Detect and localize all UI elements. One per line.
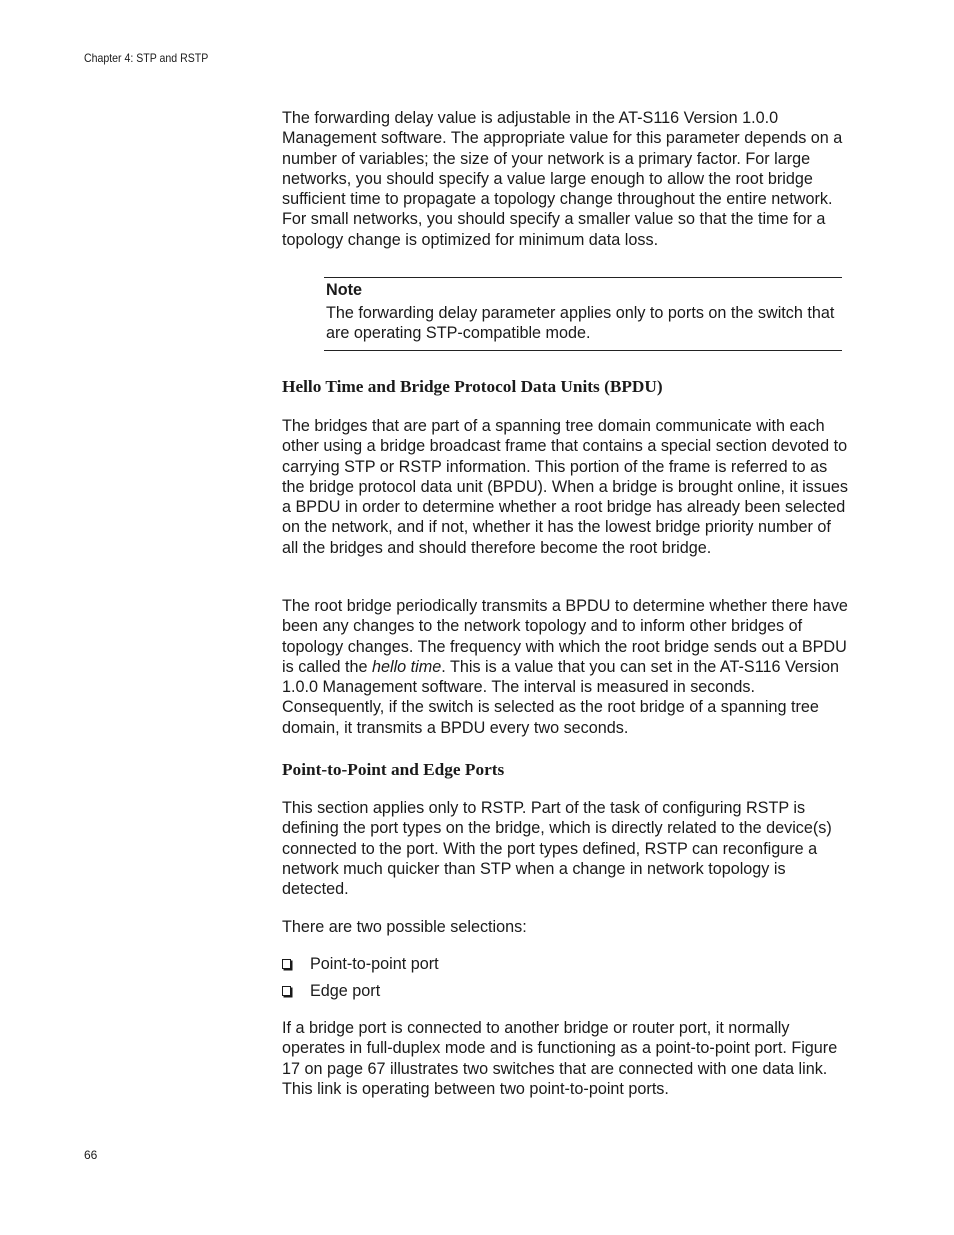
paragraph-hello-time [282,596,848,738]
checkbox-bullet-icon [282,959,291,969]
paragraph-bpdu-intro [282,416,848,558]
checkbox-bullet-icon [282,986,291,996]
section-heading-edge-ports: Point-to-Point and Edge Ports [282,760,505,779]
note-title: Note [326,281,362,299]
list-item-text: Edge port [310,982,381,1000]
term-hello-time: hello time [371,657,442,676]
paragraph-text: There are two possible selections: [282,918,527,936]
list-item-text: Point-to-point port [310,955,439,973]
note-body: The forwarding delay parameter applies only to ports on the switch that are operating STP-compatible mode. [326,304,835,343]
page-number: 66 [84,1148,98,1162]
paragraph-text: The forwarding delay value is adjustable in the AT-S116 Version 1.0.0 Management software. The appropriate value for this parameter depends on a number of variables; the size of your network is a primary factor. For large networks, you should specify a value large enough to allow the root bridge sufficient time to propagate a topology change throughout the entire network. For small networks, you should specify a smaller value so that the time for a topology change is optimized for minimum data loss. [282,109,843,249]
paragraph-rstp-ports [282,798,848,899]
paragraph-text: If a bridge port is connected to another bridge or router port, it normally operates in full-duplex mode and is functioning as a point-to-point port. Figure 17 on page 67 illustrates two switches that are connected with one data link. This link is operating between two point-to-point ports. [282,1019,838,1098]
paragraph-point-to-point [282,1018,848,1099]
section-heading-hello-time: Hello Time and Bridge Protocol Data Units (BPDU) [282,377,663,396]
paragraph-text: The bridges that are part of a spanning tree domain communicate with each other using a bridge broadcast frame that contains a special section devoted to carrying STP or RSTP information. This portion of the frame is referred to as the bridge protocol data unit (BPDU). When a bridge is brought online, it issues a BPDU in order to determine whether a root bridge has already been selected on the network, and if not, whether it has the lowest bridge priority number of all the bridges and should therefore become the root bridge. [282,417,848,557]
running-header: Chapter 4: STP and RSTP [84,51,209,65]
paragraph-forwarding-delay [282,108,848,250]
paragraph-text-start: The root bridge periodically transmits a BPDU to determine whether there have been any changes to the network topology and to inform other bridges of topology changes. The frequency with which the root bridge sends out a BPDU is called the [282,597,848,676]
note-box [324,277,842,351]
paragraph-text: This section applies only to RSTP. Part of the task of configuring RSTP is defining the port types on the bridge, which is directly related to the device(s) connected to the port. With the port types defined, RSTP can reconfigure a network much quicker than STP when a change in network topology is detected. [282,799,832,899]
paragraph-text [282,596,848,738]
paragraph-text-end: . This is a value that you can set in the AT-S116 Version 1.0.0 Management software. The interval is measured in seconds. Consequently, if the switch is selected as the root bridge of a spanning tree domain, it transmits a BPDU every two seconds. [282,657,839,737]
paragraph-selections [282,917,848,937]
